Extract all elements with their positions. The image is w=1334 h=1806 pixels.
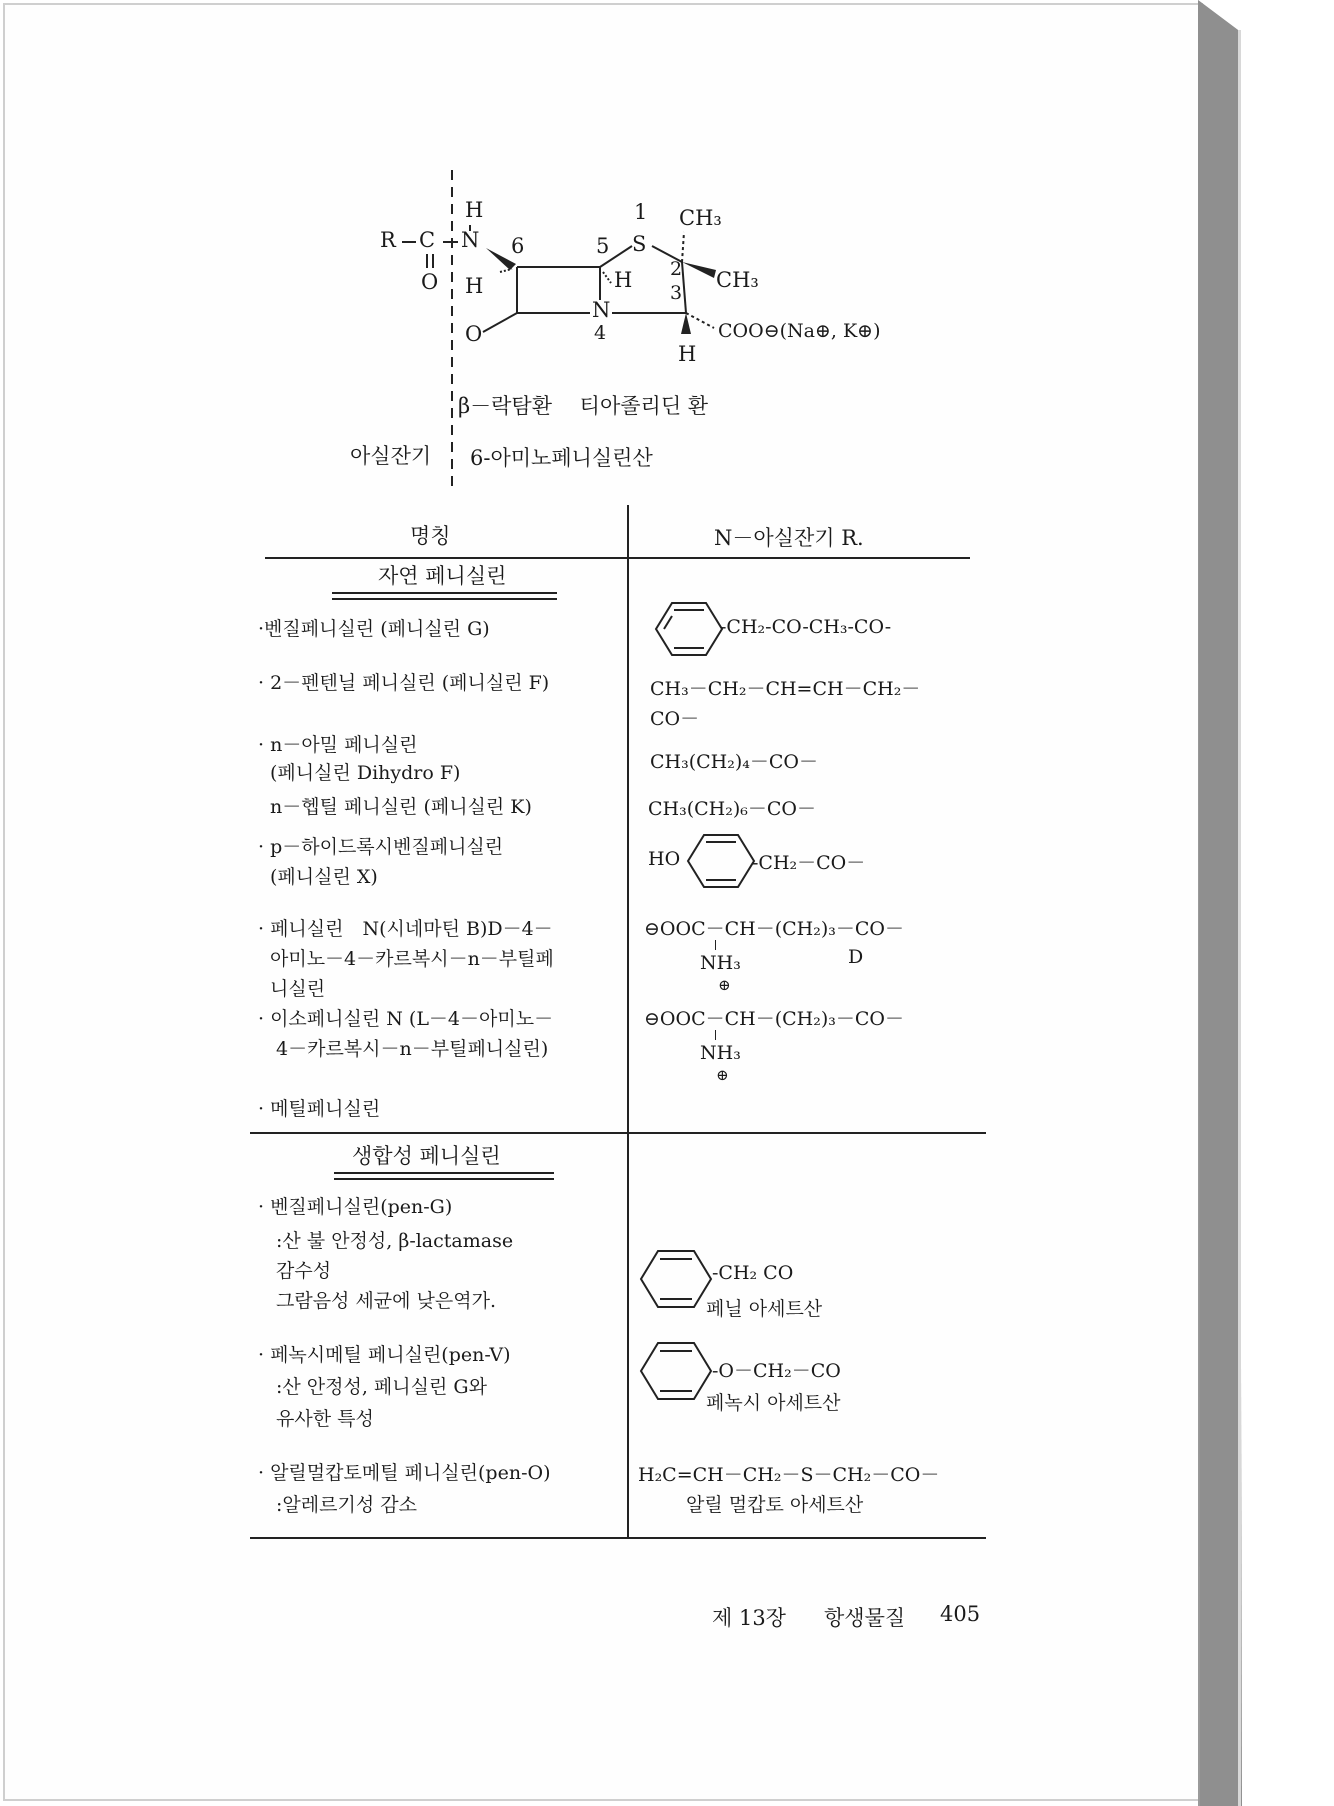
structure-ch3-top: CH₃ (679, 206, 722, 230)
r-isopenicillin-n-charge: ⊕ (716, 1066, 729, 1084)
name-methylpenicillin: · 메틸페니실린 (258, 1098, 381, 1120)
name-pen-g-desc2: 감수성 (276, 1260, 332, 1282)
r-hydroxybenzyl-chain: -CH₂－CO－ (752, 852, 866, 874)
r-heptyl: CH₃(CH₂)₆－CO－ (648, 798, 817, 820)
ring-labels: β－락탐환 티아졸리딘 환 (458, 394, 709, 418)
synthetic-heading-underline (334, 1172, 554, 1180)
structure-o-ring: O (465, 322, 483, 346)
structure-r: R (380, 228, 396, 252)
footer-chapter: 제 13장 (712, 1606, 786, 1630)
r-pen-g-chain: -CH₂ CO (712, 1262, 794, 1284)
r-penicillin-n-nh3: NH₃ (700, 952, 741, 974)
name-heptyl-penicillin: n－헵틸 페니실린 (페니실린 K) (270, 796, 532, 818)
structure-coo: COO⊖(Na⊕, K⊕) (718, 320, 881, 342)
r-amyl: CH₃(CH₂)₄－CO－ (650, 751, 819, 773)
structure-pos2: 2 (670, 258, 683, 280)
structure-pos6: 6 (511, 234, 525, 258)
synthetic-heading: 생합성 페니실린 (352, 1144, 501, 1168)
r-penicillin-n-charge: ⊕ (718, 976, 731, 994)
r-pen-o-label: 알릴 멀캅토 아세트산 (686, 1494, 864, 1516)
r-isopenicillin-n-chain: ⊖OOC－CH－(CH₂)₃－CO－ (644, 1008, 904, 1030)
name-pen-v: · 페녹시메틸 페니실린(pen-V) (258, 1344, 511, 1366)
phenyl-ring-icon (638, 1248, 714, 1310)
r-penicillin-n-d: D (848, 946, 864, 968)
name-isopenicillin-n-line2: 4－카르복시－n－부틸페니실린) (276, 1038, 549, 1060)
name-pen-o: · 알릴멀캅토메틸 페니실린(pen-O) (258, 1462, 551, 1484)
name-pentenyl-penicillin: · 2－펜텐닐 페니실린 (페니실린 F) (258, 672, 550, 694)
name-hydroxybenzyl-penicillin: · p－하이드록시벤질페니실린 (258, 836, 504, 858)
core-label: 6-아미노페니실린산 (470, 446, 653, 470)
structure-o-carbonyl: O (421, 270, 439, 294)
natural-heading-underline (332, 592, 557, 600)
table-bottom-rule (250, 1537, 986, 1539)
structure-c: C (419, 228, 436, 252)
r-isopenicillin-n-bond (715, 1030, 716, 1040)
section-rule (250, 1132, 986, 1134)
name-penicillin-n-line1: · 페니실린 N(시네마틴 B)D－4－ (258, 918, 553, 940)
name-isopenicillin-n-line1: · 이소페니실린 N (L－4－아미노－ (258, 1008, 554, 1030)
r-isopenicillin-n-nh3: NH₃ (700, 1042, 741, 1064)
footer-title: 항생물질 (824, 1606, 906, 1630)
name-penicillin-n-line2: 아미노－4－카르복시－n－부틸페 (270, 948, 554, 970)
header-acyl-r: N－아실잔기 R. (714, 526, 864, 550)
r-pen-g-label: 페닐 아세트산 (706, 1298, 823, 1320)
acyl-label: 아실잔기 (350, 444, 432, 468)
hydroxyphenyl-ring-icon (686, 832, 756, 890)
page-edge (1198, 0, 1334, 1806)
name-benzylpenicillin-g: ·벤질페니실린 (페니실린 G) (258, 618, 490, 640)
name-pen-g-desc1: :산 불 안정성, β-lactamase (276, 1230, 514, 1252)
r-penicillin-n-chain: ⊖OOC－CH－(CH₂)₃－CO－ (644, 918, 904, 940)
r-pen-o-chain: H₂C=CH－CH₂－S－CH₂－CO－ (638, 1464, 940, 1486)
r-pen-v-label: 페녹시 아세트산 (706, 1392, 841, 1414)
name-pen-v-desc2: 유사한 특성 (276, 1408, 374, 1430)
structure-pos5: 5 (596, 234, 610, 258)
structure-h-bottom: H (678, 342, 697, 366)
structure-pos3: 3 (670, 282, 683, 304)
header-rule (265, 557, 970, 559)
name-pen-g-desc3: 그람음성 세균에 낮은역가. (276, 1290, 497, 1312)
r-benzylpenicillin-g: -CH₂-CO-CH₃-CO- (720, 616, 892, 638)
r-pentenyl-line1: CH₃－CH₂－CH=CH－CH₂－ (650, 678, 921, 700)
name-penicillin-x: (페니실린 X) (270, 866, 378, 888)
r-pentenyl-line2: CO－ (650, 708, 700, 730)
structure-pos4: 4 (594, 322, 607, 344)
name-pen-v-desc1: :산 안정성, 페니실린 G와 (276, 1376, 487, 1398)
structure-n: N (461, 228, 480, 252)
name-amyl-penicillin: · n－아밀 페니실린 (258, 734, 418, 756)
structure-h-top: H (465, 198, 484, 222)
name-pen-o-desc1: :알레르기성 감소 (276, 1494, 417, 1516)
name-pen-g: · 벤질페니실린(pen-G) (258, 1196, 453, 1218)
name-penicillin-n-line3: 니실린 (270, 978, 326, 1000)
structure-h-left: H (465, 274, 484, 298)
phenoxy-ring-icon (638, 1340, 714, 1402)
benzene-ring-icon (654, 600, 724, 658)
r-penicillin-n-bond (715, 940, 716, 950)
r-hydroxybenzyl-ho: HO (648, 848, 681, 870)
structure-h-5: H (614, 268, 633, 292)
structure-pos1: 1 (634, 200, 648, 224)
structure-ch3-right: CH₃ (716, 268, 759, 292)
header-name: 명칭 (410, 524, 451, 548)
r-pen-v-chain: -O－CH₂－CO (712, 1360, 841, 1382)
natural-heading: 자연 페니실린 (378, 564, 507, 588)
column-divider (627, 505, 629, 1537)
structure-s: S (632, 232, 647, 256)
page-number: 405 (940, 1602, 981, 1626)
name-amyl-dihydro-f: (페니실린 Dihydro F) (270, 762, 461, 784)
structure-n-ring: N (592, 298, 611, 322)
